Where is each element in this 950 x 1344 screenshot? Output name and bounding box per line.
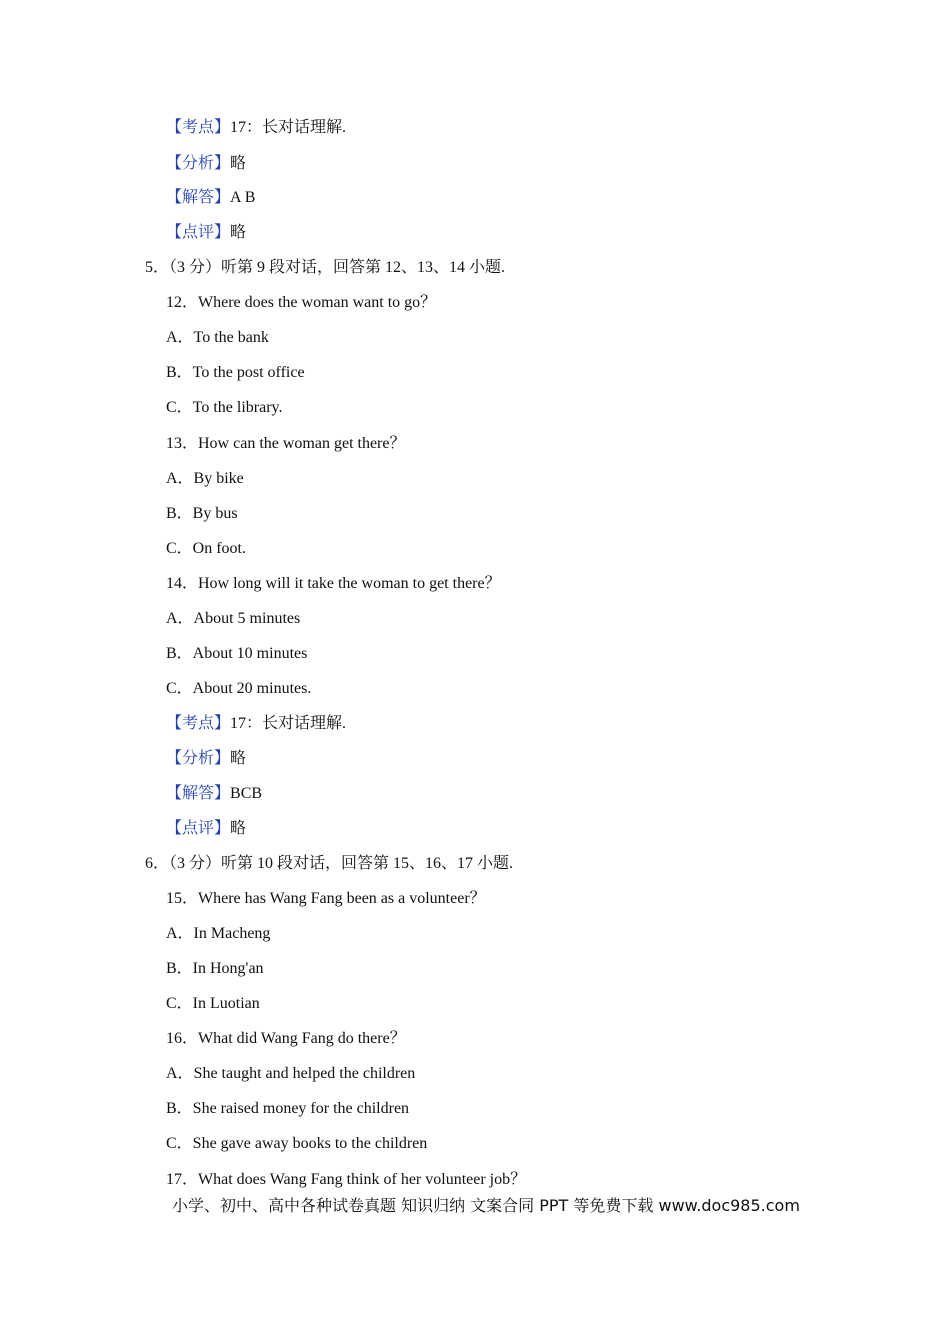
- jieda-line: [166, 188, 255, 208]
- option-16-a: A．She taught and helped the children: [166, 1065, 416, 1082]
- page-footer: 小学、初中、高中各种试卷真题 知识归纳 文案合同 PPT 等免费下载 www.doc985.com: [172, 1196, 800, 1215]
- dianping-tag: 【点评】: [166, 224, 231, 241]
- fenxi-text: 略: [230, 750, 247, 767]
- fenxi-line: [166, 749, 246, 769]
- option-12-b: B．To the post office: [166, 364, 305, 381]
- fenxi-tag: 【分析】: [166, 750, 231, 767]
- jieda-line: [166, 784, 262, 804]
- fenxi-line: [166, 154, 246, 174]
- kaodian-tag: 【考点】: [166, 119, 231, 136]
- jieda-text: A B: [230, 189, 256, 206]
- option-15-c: C．In Luotian: [166, 995, 260, 1012]
- kaodian-line: [166, 714, 346, 734]
- dianping-text: 略: [230, 224, 247, 241]
- option-14-a: A．About 5 minutes: [166, 610, 301, 627]
- kaodian-tag: 【考点】: [166, 715, 231, 732]
- option-13-c: C．On foot.: [166, 540, 247, 557]
- question-17: 17．What does Wang Fang think of her volunteer job？: [166, 1171, 527, 1188]
- question-15: 15．Where has Wang Fang been as a volunteer？: [166, 890, 486, 907]
- option-16-c: C．She gave away books to the children: [166, 1135, 428, 1152]
- option-15-b: B．In Hong'an: [166, 960, 264, 977]
- option-13-a: A．By bike: [166, 470, 244, 487]
- dianping-line: [166, 223, 246, 243]
- option-16-b: B．She raised money for the children: [166, 1100, 410, 1117]
- question-12: 12．Where does the woman want to go？: [166, 294, 437, 311]
- question-header: 6．（3 分）听第 10 段对话，回答第 15、16、17 小题.: [145, 855, 514, 872]
- dianping-line: [166, 819, 246, 839]
- kaodian-text: 17：长对话理解.: [230, 119, 347, 136]
- question-14: 14．How long will it take the woman to get there？: [166, 575, 501, 592]
- option-13-b: B．By bus: [166, 505, 238, 522]
- option-14-b: B．About 10 minutes: [166, 645, 308, 662]
- fenxi-tag: 【分析】: [166, 155, 231, 172]
- option-12-a: A．To the bank: [166, 329, 269, 346]
- dianping-text: 略: [230, 820, 247, 837]
- question-16: 16．What did Wang Fang do there？: [166, 1030, 406, 1047]
- jieda-tag: 【解答】: [166, 785, 231, 802]
- option-12-c: C．To the library.: [166, 399, 283, 416]
- question-header: 5．（3 分）听第 9 段对话，回答第 12、13、14 小题.: [145, 259, 506, 276]
- kaodian-line: [166, 118, 346, 138]
- jieda-tag: 【解答】: [166, 189, 231, 206]
- question-13: 13．How can the woman get there？: [166, 435, 406, 452]
- fenxi-text: 略: [230, 155, 247, 172]
- option-15-a: A．In Macheng: [166, 925, 271, 942]
- option-14-c: C．About 20 minutes.: [166, 680, 312, 697]
- dianping-tag: 【点评】: [166, 820, 231, 837]
- kaodian-text: 17：长对话理解.: [230, 715, 347, 732]
- jieda-text: BCB: [230, 785, 263, 802]
